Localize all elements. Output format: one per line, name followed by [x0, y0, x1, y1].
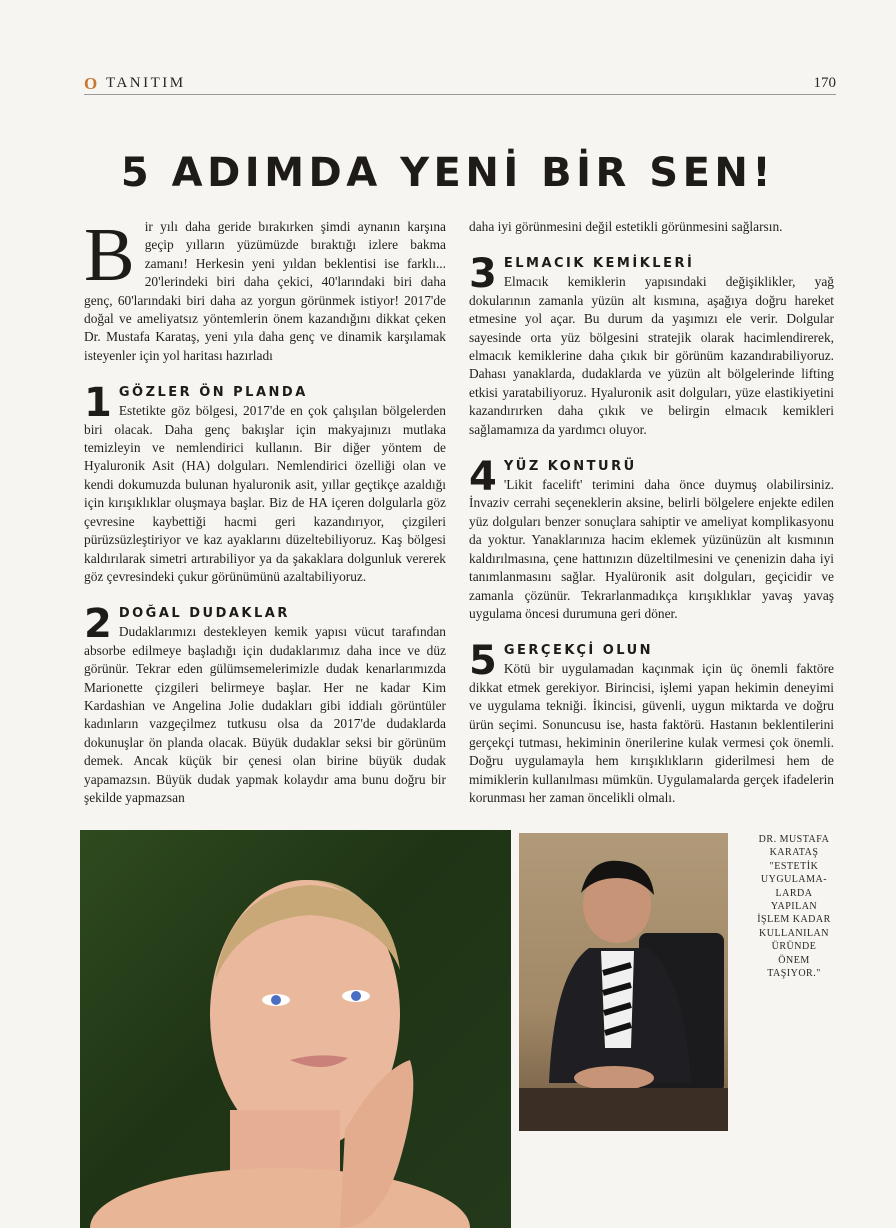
drop-cap: B [84, 213, 135, 297]
section-heading: YÜZ KONTURÜ [503, 459, 637, 475]
caption-line: TAŞIYOR." [767, 968, 821, 980]
caption-line: UYGULAMA- [760, 874, 828, 886]
section-text: Dudaklarımızı destekleyen kemik yapısı vücut tarafından absorbe edilmeye başladığı için dudaklarımız daha ince ve düz görünür. Tekrar eden gülümsemelerimizle dudak kenarlarımızda Marionette çizgileri belirmeye başlar. Her ne kadar Kim Kardashian ve Angelina Jolie dudakları gibi iddialı görüntüler kadınların vazgeçilmez tutkusu olsa da 2017'de dudaklarda dokunuşlar ön planda olacak. Büyük dudaklar seksi bir görünüm demek. Ancak küçük bir çenesi olan birine büyük dudak yapamazsın. Büyük dudak yapmak kolaydır ama bunu doğru bir şekilde yapmazsan [84, 624, 446, 805]
right-column [469, 218, 834, 808]
doctor-portrait-illustration [519, 833, 728, 1131]
section-heading: DOĞAL DUDAKLAR [118, 606, 290, 622]
section-number: 1 [84, 380, 112, 427]
woman-portrait-illustration [80, 830, 511, 1228]
caption-line: "ESTETİK [769, 860, 819, 872]
section-2 [84, 601, 446, 807]
section-1 [84, 380, 446, 586]
woman-portrait-photo [80, 830, 511, 1228]
section-5 [469, 638, 834, 807]
section-4 [469, 454, 834, 623]
caption-line: YAPILAN [770, 901, 818, 913]
left-column [84, 213, 446, 807]
section-heading: ELMACIK KEMİKLERİ [503, 256, 695, 272]
photo-caption [748, 833, 840, 980]
section-3 [469, 251, 834, 439]
section-text: Elmacık kemiklerin yapısındaki değişiklikler, yağ dokularının zamanla yüzün alt kısmına, aşağıya doğru hareket etmesine yol açar. Bu durum da yaşımızı ele verir. Dolgular sayesinde orta yüz bölgesini stratejik olarak hacimlendirerek, elmacık kemiklerine daha çıkık bir görünüm kazandırabiliyoruz. Dahası yanaklarda, dudaklarda ve yüzün alt bölgelerinde lifting etkisi yaratabiliyoruz. Hyaluronik asit dolguları, yüze elastikiyetini kazandırırken daha çıkık ve belirgin elmacık kemikleri sağlamamıza da yardımcı oluyor. [469, 274, 834, 437]
caption-line: İŞLEM KADAR [757, 914, 831, 926]
caption-line: ÜRÜNDE [771, 941, 817, 953]
caption-line: ÖNEM [778, 954, 810, 966]
section-heading: GÖZLER ÖN PLANDA [118, 385, 308, 401]
page-number: 170 [813, 75, 836, 91]
caption-line: LARDA [775, 887, 813, 899]
section-number: 5 [469, 638, 497, 685]
caption-line: DR. MUSTAFA [758, 834, 830, 845]
intro-text: ir yılı daha geride bırakırken şimdi aynanın karşına geçip yılların yüzümüzde bıraktığı izlere bakma zamanı! Herkesin yeni yıldan beklentisi ise farklı... 20'lerindeki biri daha çekici, 40'larındaki biri daha genç, 60'larındaki biri daha az yorgun görünmek istiyor! 2017'de doğal ve ameliyatsız yöntemlerin önem kazandığını dikkat çeken Dr. Mustafa Karataş, yeni yıla daha genç ve dinamik karşılamak isteyenler için yol haritası hazırladı [84, 219, 446, 363]
section-number: 2 [84, 601, 112, 648]
section-text: Estetikte göz bölgesi, 2017'de en çok çalışılan bölgelerden biri olacak. Daha genç bakışlar için makyajınızı mutlaka temizleyin ve nemlendirici kullanın. Bir diğer yöntem de Hyaluronik Asit (HA) dolguları. Nemlendirici özelliği olan ve kendi dokumuzda bulunan hyaluronik asit, yıllar geçtikçe azaldığı için kırışıklıklar oluşmaya başlar. Biz de HA içeren dolgularla göz çevresine kaybettiği hacmi geri kazandırıyor, çizgileri pürüzsüzleştiriyor ve kaz ayaklarını düzeltebiliyoruz. Kaş bölgesi kaldırılarak simetri artırabiliyor ya da şakaklara dolgunluk vererek göz çevresindeki çukur görünümünü azaltabiliyoruz. [84, 403, 446, 584]
intro-paragraph [84, 213, 446, 365]
section-text: 'Likit facelift' terimini daha önce duymuş olabilirsiniz. İnvaziv cerrahi seçeneklerin aksine, belirli bölgelere enjekte edilen yüz dolguları benzer sonuçlara sahiptir ve ameliyat komplikasyonu da yoktur. Yanaklarınıza hacim eklemek yüzünüzün alt kısmının kaldırılmasına, çene hattınızın düzeltilmesini ve çenenizin daha iyi tanımlanmasını sağlar. Hyalüronik asit dolguları, geçicidir ve zamanla çözünür. Tekrarlanmadıkça kırışıklıklar yavaş yavaş uygulama öncesi durumuna geri döner. [469, 477, 834, 621]
article-title: 5 ADIMDA YENİ BİR SEN! [120, 150, 776, 196]
doctor-portrait-photo [519, 833, 728, 1131]
continuation-text: daha iyi görünmesini değil estetikli görünmesini sağlarsın. [469, 219, 783, 234]
section-heading: GERÇEKÇİ OLUN [503, 643, 654, 659]
section-number: 4 [469, 454, 497, 501]
caption-line: KARATAŞ [769, 847, 819, 859]
section-number: 3 [469, 251, 497, 298]
caption-line: KULLANILAN [759, 927, 829, 939]
section-name: TANITIM [106, 75, 186, 91]
page-header [84, 74, 836, 95]
magazine-logo: O [84, 74, 98, 93]
section-text: Kötü bir uygulamadan kaçınmak için üç önemli faktöre dikkat etmek gerekiyor. Birincisi, işlemi yapan hekimin deneyimi ve uygulama tekniği. İkincisi, güvenli, uygun miktarda ve doğru ürün seçimi. Sonuncusu ise, hasta faktörü. Hastanın beklentilerini gerçekçi tutması, hekiminin önerilerine kulak vermesi çok önemli. Doğru uygulamayla hem kırışıklıkların giderilmesi hem de mimiklerin kullanılması mümkün. Uygulamalarda gerçek ifadelerin korunması her zaman öncelikli olmalı. [469, 661, 834, 806]
